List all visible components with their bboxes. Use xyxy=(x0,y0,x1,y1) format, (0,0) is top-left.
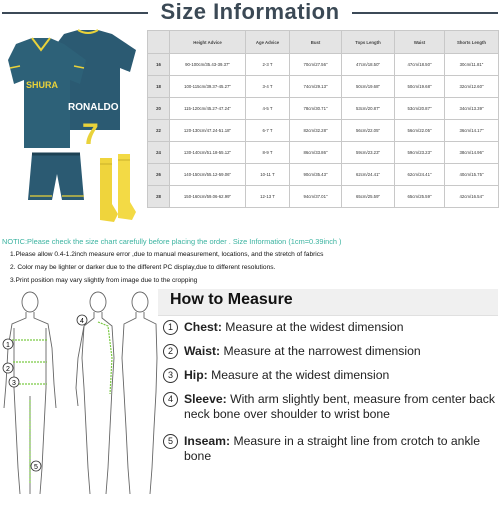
header-rule-right xyxy=(352,12,498,14)
table-header: Age Advice xyxy=(246,31,290,54)
table-row xyxy=(148,98,499,120)
note-1: 1.Please allow 0.4-1.2inch measure error ,due to manual measurement, locations, and the stretch of fabrics xyxy=(10,251,324,258)
instruction-number: 4 xyxy=(163,392,178,407)
table-cell: 47cm/18.50" xyxy=(395,54,445,76)
table-cell: 120-130cm/47.24-51.18" xyxy=(170,120,246,142)
size-cell: 20 xyxy=(148,98,170,120)
table-header: Tops Length xyxy=(342,31,395,54)
instruction-text: Measure at the narrowest dimension xyxy=(220,344,421,358)
table-cell: 6-7 T xyxy=(246,120,290,142)
table-cell: 10-11 T xyxy=(246,164,290,186)
table-header: Waist xyxy=(395,31,445,54)
size-chart-table xyxy=(147,30,498,230)
table-cell: 62cm/24.41" xyxy=(342,164,395,186)
note-3: 3.Print position may vary slightly from image due to the cropping xyxy=(10,277,198,284)
instruction-number: 2 xyxy=(163,344,178,359)
table-cell: 115-120cm/45.27-47.24" xyxy=(170,98,246,120)
size-cell: 18 xyxy=(148,76,170,98)
table-cell: 2-3 T xyxy=(246,54,290,76)
sponsor-text: SHURA xyxy=(26,80,59,90)
table-cell: 53cm/20.87" xyxy=(342,98,395,120)
size-cell: 16 xyxy=(148,54,170,76)
back-body-outline xyxy=(122,292,157,494)
table-cell: 70cm/27.56" xyxy=(290,54,342,76)
player-name-text: RONALDO xyxy=(68,102,119,113)
body-measurement-diagram xyxy=(0,288,158,500)
page-header xyxy=(0,0,500,26)
instruction-text: Measure at the widest dimension xyxy=(207,368,390,382)
table-cell: 56cm/22.05" xyxy=(395,120,445,142)
table-row xyxy=(148,186,499,208)
table-header: Shorts Length xyxy=(445,31,499,54)
marker-4: 4 xyxy=(80,318,84,325)
table-cell: 4-5 T xyxy=(246,98,290,120)
player-number-text: 7 xyxy=(82,118,99,151)
instruction-number: 3 xyxy=(163,368,178,383)
table-header xyxy=(148,31,170,54)
table-cell: 30cm/11.81" xyxy=(445,54,499,76)
table-cell: 42cm/16.54" xyxy=(445,186,499,208)
instruction-label: Chest: xyxy=(184,320,222,334)
table-row xyxy=(148,76,499,98)
measure-lines-side xyxy=(98,322,112,394)
instruction-label: Waist: xyxy=(184,344,221,358)
table-header: Bust xyxy=(290,31,342,54)
note-2: 2. Color may be lighter or darker due to the different PC display,due to different resolutions. xyxy=(10,264,276,271)
table-cell: 59cm/23.23" xyxy=(395,142,445,164)
table-row xyxy=(148,164,499,186)
table-cell: 90-100cm/35.43-39.37" xyxy=(170,54,246,76)
table-cell: 36cm/14.17" xyxy=(445,120,499,142)
table-cell: 140-150cm/55.12-59.06" xyxy=(170,164,246,186)
table-cell: 90cm/35.43" xyxy=(290,164,342,186)
instruction-label: Inseam: xyxy=(184,434,231,448)
table-row xyxy=(148,142,499,164)
size-cell: 28 xyxy=(148,186,170,208)
instruction-number: 1 xyxy=(163,320,178,335)
size-cell: 26 xyxy=(148,164,170,186)
instruction-label: Sleeve: xyxy=(184,392,227,406)
table-cell: 53cm/20.87" xyxy=(395,98,445,120)
table-cell: 47cm/18.50" xyxy=(342,54,395,76)
table-row xyxy=(148,120,499,142)
table-cell: 86cm/33.86" xyxy=(290,142,342,164)
table-cell: 65cm/25.59" xyxy=(342,186,395,208)
size-cell: 22 xyxy=(148,120,170,142)
table-cell: 56cm/22.05" xyxy=(342,120,395,142)
instruction-text: With arm slightly bent, measure from center back neck bone over shoulder to wrist bone xyxy=(184,392,495,421)
table-cell: 38cm/14.96" xyxy=(445,142,499,164)
header-rule-left xyxy=(2,12,148,14)
marker-5: 5 xyxy=(34,464,38,471)
marker-3: 3 xyxy=(12,380,16,387)
table-cell: 59cm/23.23" xyxy=(342,142,395,164)
marker-1: 1 xyxy=(6,342,10,349)
table-cell: 34cm/13.39" xyxy=(445,98,499,120)
instruction-text: Measure in a straight line from crotch to ankle bone xyxy=(184,434,481,463)
jersey-product-image xyxy=(2,28,144,232)
table-cell: 78cm/30.71" xyxy=(290,98,342,120)
instruction-text: Measure at the widest dimension xyxy=(221,320,404,334)
table-cell: 65cm/25.59" xyxy=(395,186,445,208)
table-cell: 40cm/15.75" xyxy=(445,164,499,186)
table-row xyxy=(148,54,499,76)
instruction-number: 5 xyxy=(163,434,178,449)
instruction-label: Hip: xyxy=(184,368,208,382)
notice-text: NOTIC:Please check the size chart carefully before placing the order . Size Information (1cm=0.39inch ) xyxy=(2,237,342,246)
table-cell: 94cm/37.01" xyxy=(290,186,342,208)
table-cell: 12-13 T xyxy=(246,186,290,208)
table-cell: 130-140cm/51.18-55.12" xyxy=(170,142,246,164)
how-to-measure-title: How to Measure xyxy=(170,291,293,308)
table-cell: 8-9 T xyxy=(246,142,290,164)
page-title: Size Information xyxy=(160,0,340,24)
diagram-markers xyxy=(3,315,87,471)
table-cell: 150-160cm/59.06-62.99" xyxy=(170,186,246,208)
table-cell: 100-115cm/39.37-45.27" xyxy=(170,76,246,98)
marker-2: 2 xyxy=(6,366,10,373)
table-header-row xyxy=(148,31,499,54)
table-cell: 3-4 T xyxy=(246,76,290,98)
table-header: Height Advice xyxy=(170,31,246,54)
table-cell: 74cm/29.13" xyxy=(290,76,342,98)
table-cell: 50cm/19.68" xyxy=(395,76,445,98)
table-cell: 82cm/32.28" xyxy=(290,120,342,142)
size-cell: 24 xyxy=(148,142,170,164)
how-to-measure-header xyxy=(158,289,498,316)
table-cell: 32cm/12.60" xyxy=(445,76,499,98)
table-cell: 62cm/24.41" xyxy=(395,164,445,186)
table-cell: 50cm/19.68" xyxy=(342,76,395,98)
